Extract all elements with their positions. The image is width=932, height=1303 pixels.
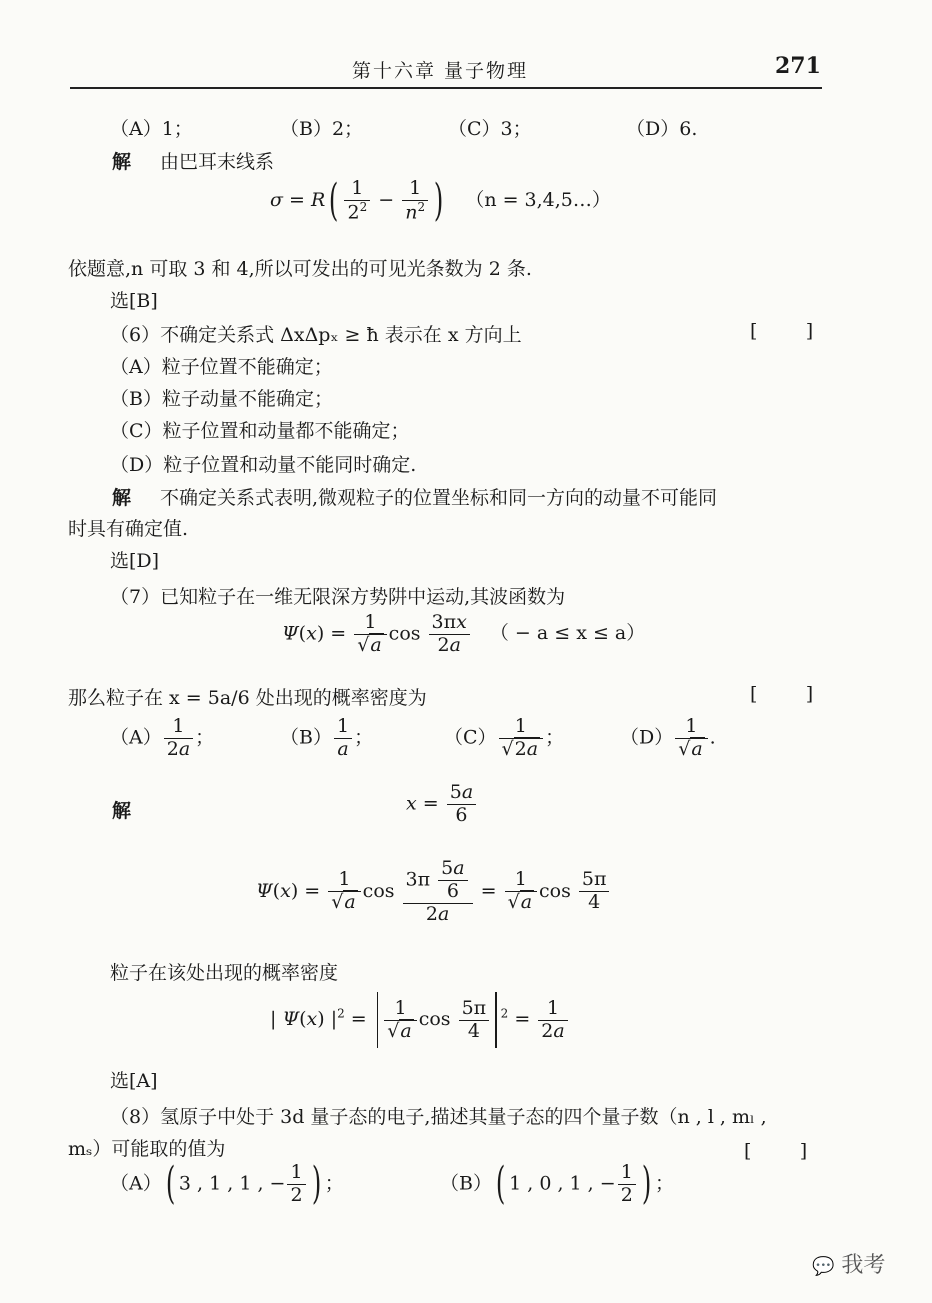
density-text: 粒子在该处出现的概率密度 xyxy=(110,962,339,984)
balmer-range: （n = 3,4,5…） xyxy=(465,189,611,212)
q6-solution-label: 解 xyxy=(112,487,132,509)
wavefunction-range: （ − a ≤ x ≤ a） xyxy=(489,622,646,645)
x-value-formula: x = $\frac{5a}{6}$ xyxy=(406,782,478,827)
watermark xyxy=(812,1248,885,1279)
wavefunction-formula: Ψ(x) = $\frac{1}{√a}$ cos $\frac{3\pi x}{2a}$ （ − a ≤ x ≤ a） xyxy=(282,611,646,656)
q6-bracket: [ ] xyxy=(750,320,814,342)
q7-answer: 选[A] xyxy=(110,1070,158,1092)
q6-option-b: （B）粒子动量不能确定； xyxy=(110,388,333,410)
q6-answer: 选[D] xyxy=(110,550,160,572)
q5-answer: 选[B] xyxy=(110,290,158,312)
q7-question2: 那么粒子在 x = 5a/6 处出现的概率密度为 xyxy=(68,687,427,709)
q7-option-a: （A） $\frac{1}{2a}$ ； xyxy=(110,715,215,760)
q6-option-c: （C）粒子位置和动量都不能确定； xyxy=(110,420,410,442)
q6-option-a: （A）粒子位置不能确定； xyxy=(110,356,333,378)
q6-solution-line2: 时具有确定值. xyxy=(68,518,189,540)
q8-bracket: [ ] xyxy=(744,1140,808,1162)
q7-option-c: （C） $\frac{1}{√2a}$ ； xyxy=(444,715,565,760)
q6-question: （6）不确定关系式 ΔxΔpₓ ≥ ħ 表示在 x 方向上 xyxy=(110,324,522,346)
q5-option-c: （C）3； xyxy=(448,118,532,140)
q7-solution-label: 解 xyxy=(112,800,132,822)
q8-option-b: （B）( 1 , 0 , 1 , − $\frac{1}{2}$ ) ； xyxy=(440,1158,674,1210)
page-number: 271 xyxy=(775,53,821,79)
watermark-text: 我考 xyxy=(841,1253,886,1278)
q5-solution-intro: 由巴耳末线系 xyxy=(160,151,275,173)
psi-evaluation-formula: Ψ(x) = $\frac{1}{√a}$ cos 3π $\frac{5a}{6}$ 2a = $\frac{1}{√a}$ cos $\frac{5\pi}{4}$ xyxy=(256,858,611,926)
balmer-formula: σ = R( $\frac{1}{2^2}$ − $\frac{1}{n^2}$ ) （n = 3,4,5…） xyxy=(270,175,611,227)
q8-question-line2: mₛ）可能取的值为 xyxy=(68,1138,226,1160)
q5-option-a: （A）1； xyxy=(110,118,193,140)
q5-solution-label: 解 xyxy=(112,151,132,173)
q7-question: （7）已知粒子在一维无限深方势阱中运动,其波函数为 xyxy=(110,586,566,608)
q5-option-b: （B）2； xyxy=(280,118,364,140)
q6-solution-line1: 不确定关系式表明,微观粒子的位置坐标和同一方向的动量不可能同 xyxy=(160,487,718,509)
q5-conclusion: 依题意,n 可取 3 和 4,所以可发出的可见光条数为 2 条. xyxy=(68,258,532,280)
q7-option-d: （D） $\frac{1}{√a}$ . xyxy=(620,715,716,760)
q8-question-line1: （8）氢原子中处于 3d 量子态的电子,描述其量子态的四个量子数（n , l , mₗ , xyxy=(110,1106,767,1128)
q5-option-d: （D）6. xyxy=(626,118,698,140)
chapter-title: 第十六章 量子物理 xyxy=(352,60,529,82)
q6-option-d: （D）粒子位置和动量不能同时确定. xyxy=(110,454,417,476)
density-formula: | Ψ(x) $|^2$ = $\frac{1}{√a}$ cos $\frac{5\pi}{4}$ $^2$ = $\frac{1}{2a}$ xyxy=(270,992,570,1048)
q7-option-b: （B） $\frac{1}{a}$ ； xyxy=(280,715,374,760)
q7-bracket: [ ] xyxy=(750,683,814,705)
wechat-icon: 💬 xyxy=(812,1256,835,1277)
header-rule xyxy=(70,87,822,89)
q8-option-a: （A）( 3 , 1 , 1 , − $\frac{1}{2}$ ) ； xyxy=(110,1158,344,1210)
